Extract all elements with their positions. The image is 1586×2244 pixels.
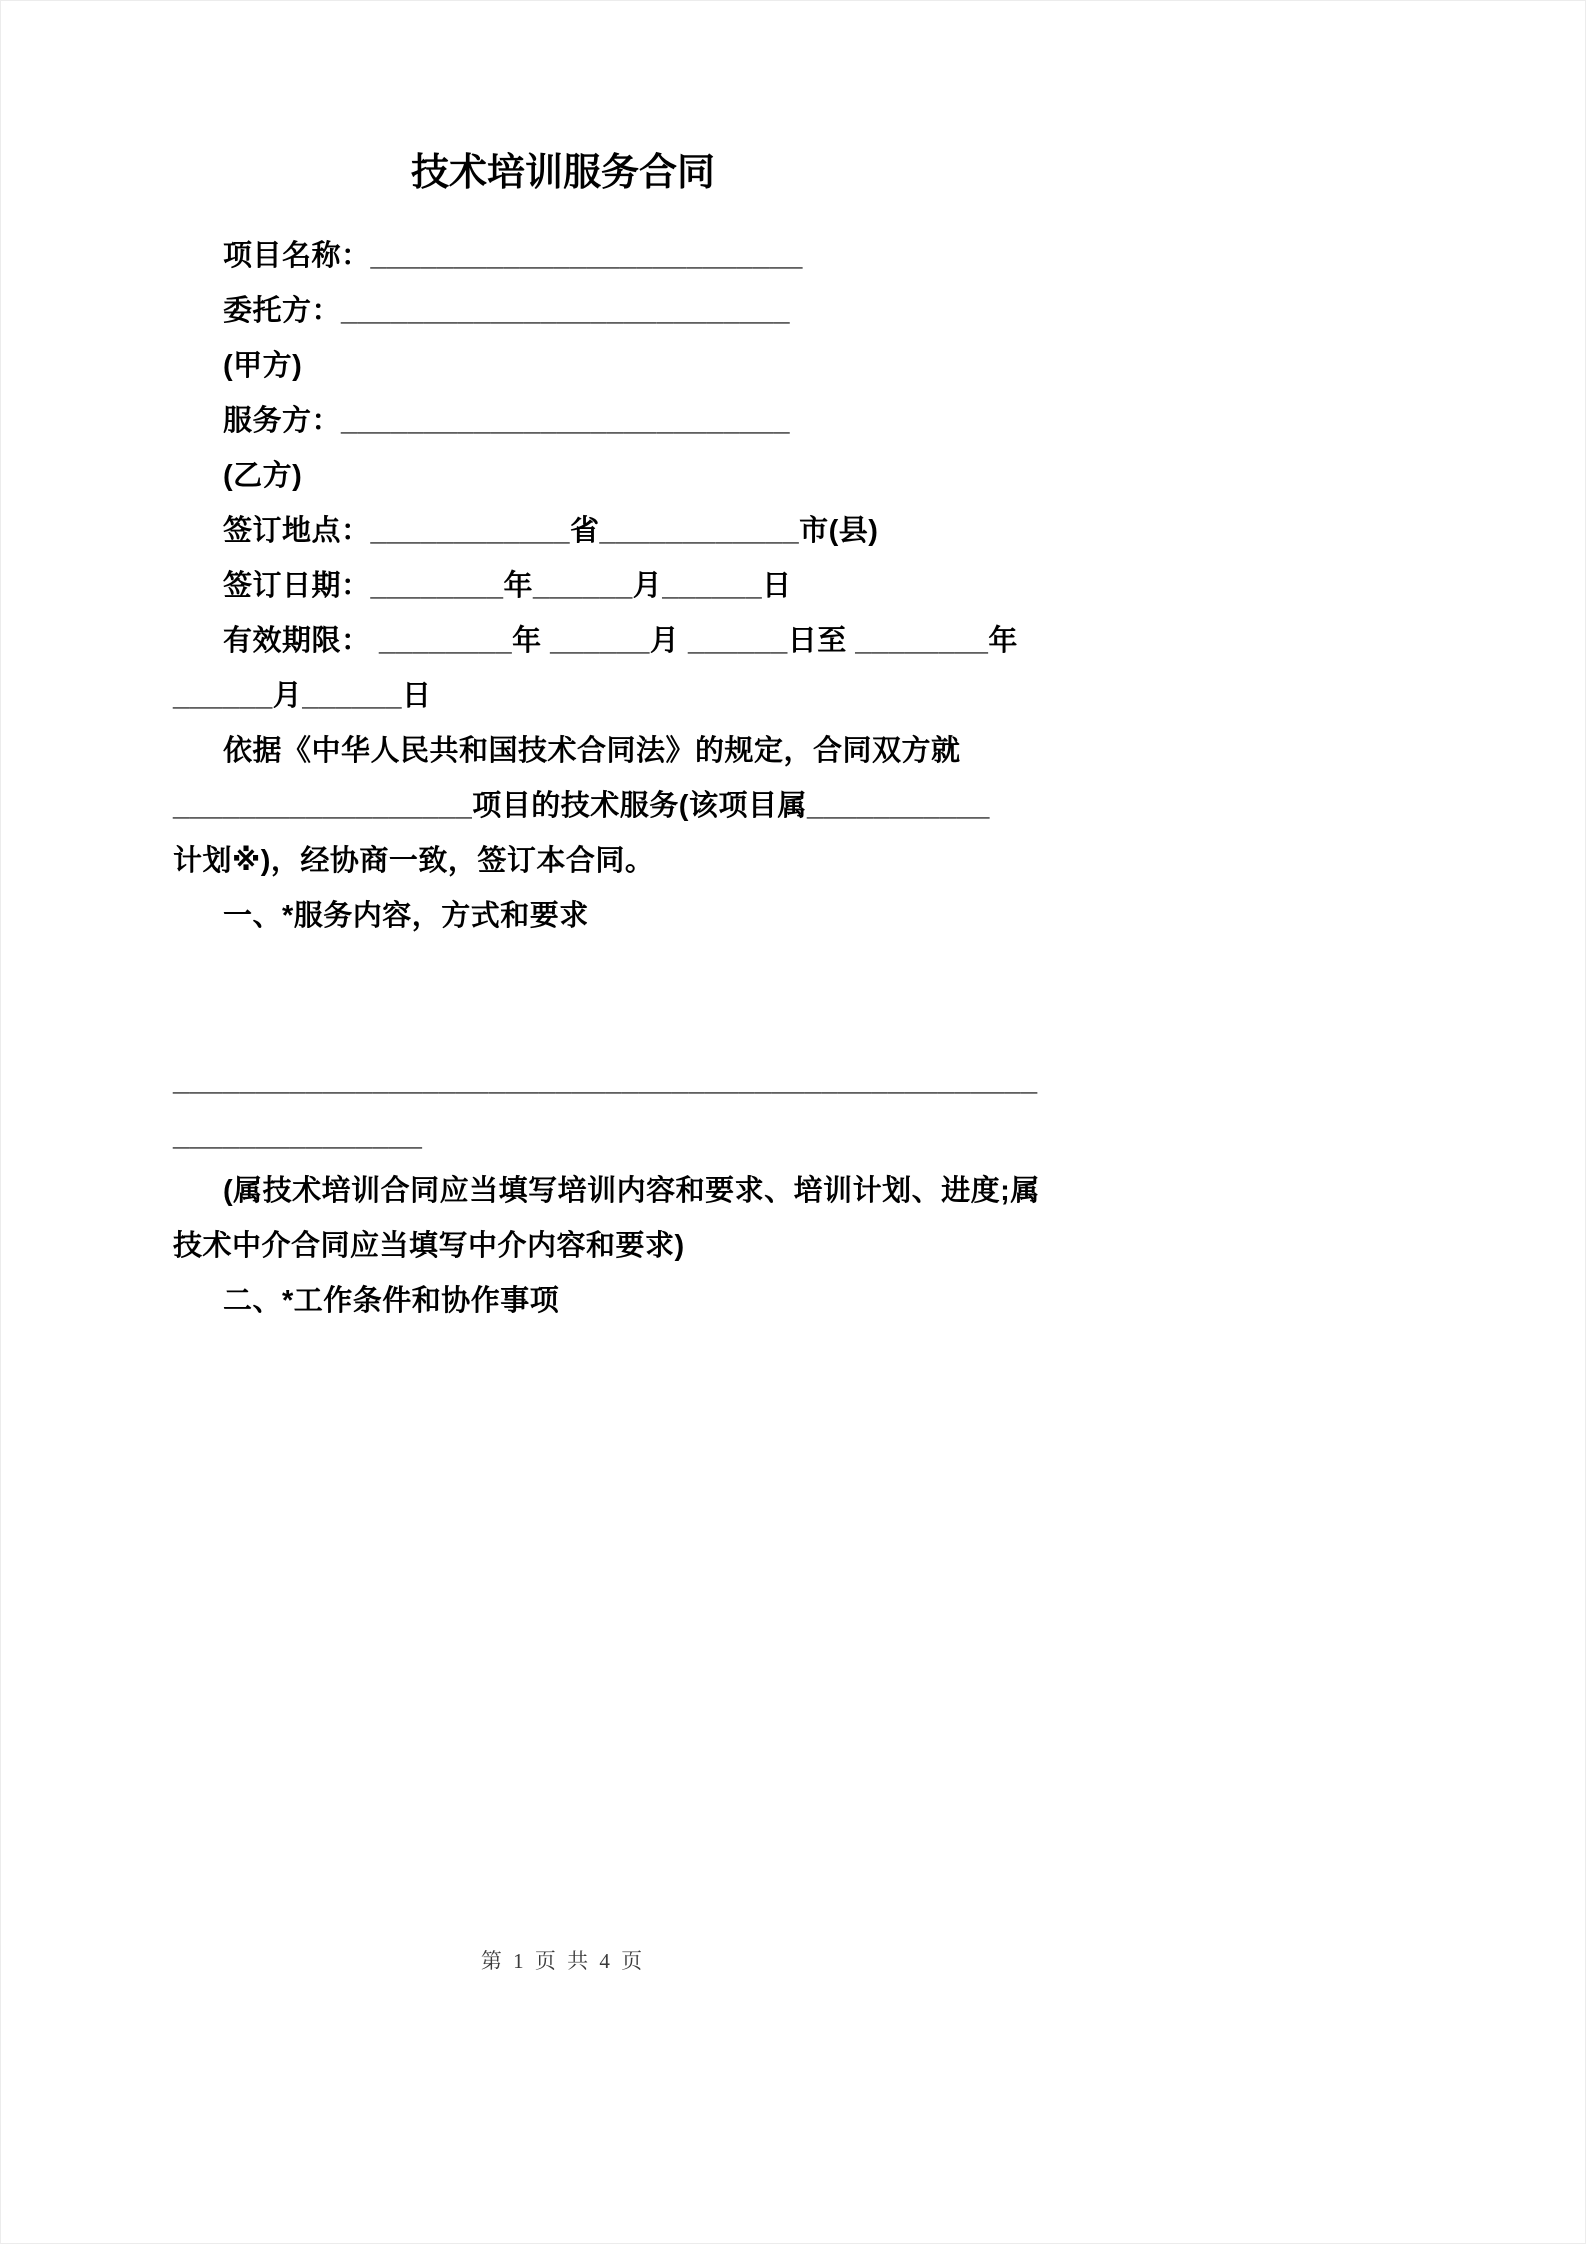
fill-in-line-long: ____________________________________________________ [173, 1065, 1038, 1097]
section-heading-service-content: 一、*服务内容，方式和要求 [223, 900, 589, 932]
field-line-valid-period: 有效期限： ________年 ______月 ______日至 ________年 [223, 625, 1018, 657]
document-body [173, 143, 1040, 1329]
intro-paragraph-line-2: __________________项目的技术服务(该项目属___________ [173, 790, 990, 822]
fill-in-line-short: _______________ [173, 1120, 423, 1152]
page-footer: 第 1 页 共 4 页 [480, 1949, 646, 1973]
blank-line-2 [173, 999, 953, 1054]
intro-paragraph-line-1: 依据《中华人民共和国技术合同法》的规定，合同双方就 [223, 735, 961, 767]
party-b-label: (乙方) [223, 460, 303, 492]
note-line-1: (属技术培训合同应当填写培训内容和要求、培训计划、进度;属 [223, 1175, 1040, 1207]
blank-line-1 [173, 944, 953, 999]
party-a-label: (甲方) [223, 350, 303, 382]
valid-period-continuation: ______月______日 [173, 680, 432, 712]
note-line-2: 技术中介合同应当填写中介内容和要求) [173, 1230, 685, 1262]
document-title: 技术培训服务合同 [410, 152, 715, 194]
field-line-project-name: 项目名称：__________________________ [223, 240, 803, 272]
intro-paragraph-line-3: 计划※)，经协商一致，签订本合同。 [173, 845, 655, 877]
field-line-signing-place: 签订地点：____________省____________市(县) [223, 515, 879, 547]
field-line-signing-date: 签订日期：________年______月______日 [223, 570, 792, 602]
field-line-service-party: 服务方：___________________________ [223, 405, 790, 437]
section-heading-work-conditions: 二、*工作条件和协作事项 [223, 1285, 560, 1317]
field-line-entrusting-party: 委托方：___________________________ [223, 295, 790, 327]
